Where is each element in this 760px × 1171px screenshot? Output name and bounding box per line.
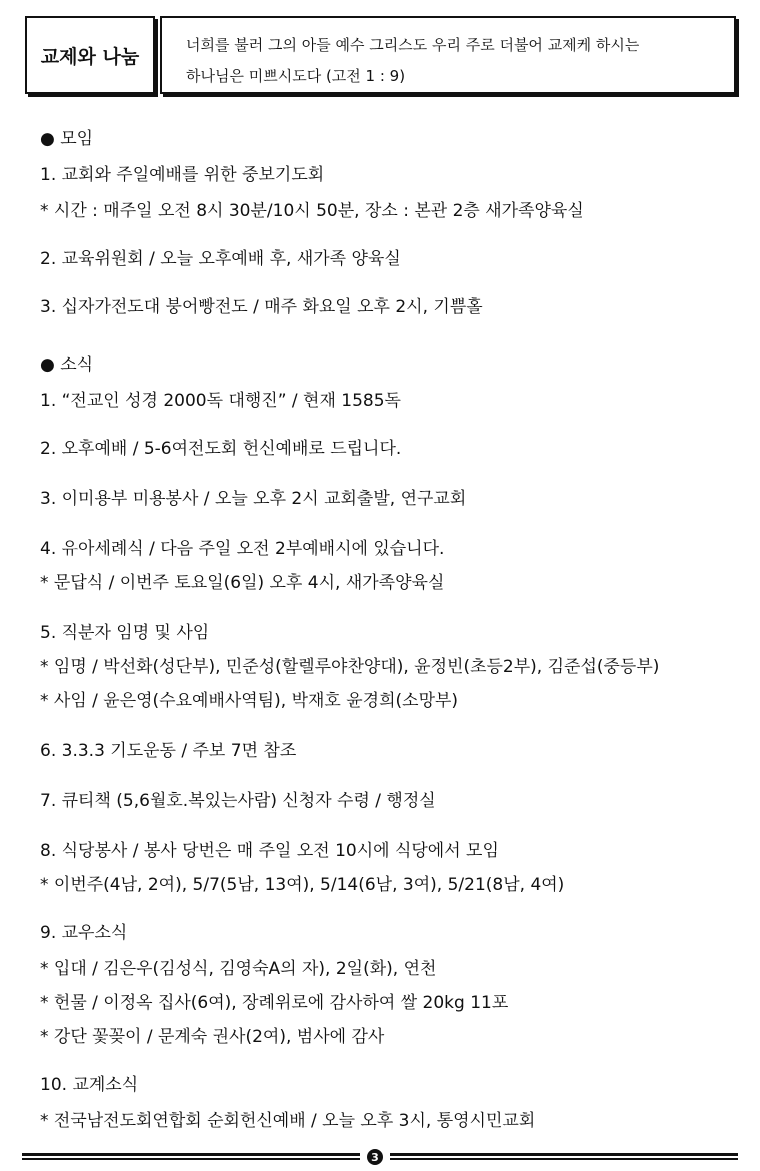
list-item-detail: * 문답식 / 이번주 토요일(6일) 오후 4시, 새가족양육실 xyxy=(40,573,445,593)
list-item-detail: * 임명 / 박선화(성단부), 민준성(할렐루야찬양대), 윤정빈(초등2부), 김준섭(중등부) xyxy=(40,657,660,677)
list-item: 1. “전교인 성경 2000독 대행진” / 현재 1585독 xyxy=(40,391,401,411)
list-item: 6. 3.3.3 기도운동 / 주보 7면 참조 xyxy=(40,741,297,761)
footer-rule-right-thin xyxy=(390,1158,738,1160)
list-item-detail: * 헌물 / 이정옥 집사(6여), 장례위로에 감사하여 쌀 20kg 11포 xyxy=(40,993,509,1013)
list-item-detail: * 입대 / 김은우(김성식, 김영숙A의 자), 2일(화), 연천 xyxy=(40,959,437,979)
list-item: 8. 식당봉사 / 봉사 당번은 매 주일 오전 10시에 식당에서 모임 xyxy=(40,841,499,861)
list-item: 3. 십자가전도대 붕어빵전도 / 매주 화요일 오후 2시, 기쁨홀 xyxy=(40,297,483,317)
list-item-detail: * 시간 : 매주일 오전 8시 30분/10시 50분, 장소 : 본관 2층 새가족양육실 xyxy=(40,201,584,221)
list-item-detail: * 사임 / 윤은영(수요예배사역팀), 박재호 윤경희(소망부) xyxy=(40,691,459,711)
list-item: 3. 이미용부 미용봉사 / 오늘 오후 2시 교회출발, 연구교회 xyxy=(40,489,467,509)
page-number-badge: 3 xyxy=(367,1149,383,1165)
verse-line-2: 하나님은 미쁘시도다 (고전 1 : 9) xyxy=(186,67,406,85)
verse-line-1: 너희를 불러 그의 아들 예수 그리스도 우리 주로 더불어 교제케 하시는 xyxy=(186,36,640,54)
heading-meetings: ● 모임 xyxy=(40,129,94,149)
footer-rule-right xyxy=(390,1153,738,1156)
list-item: 4. 유아세례식 / 다음 주일 오전 2부예배시에 있습니다. xyxy=(40,539,445,559)
list-item: 2. 교육위원회 / 오늘 오후예배 후, 새가족 양육실 xyxy=(40,249,401,269)
list-item: 7. 큐티책 (5,6월호.복있는사람) 신청자 수령 / 행정실 xyxy=(40,791,436,811)
list-item: 2. 오후예배 / 5-6여전도회 헌신예배로 드립니다. xyxy=(40,439,402,459)
list-item: 5. 직분자 임명 및 사임 xyxy=(40,623,210,643)
heading-news: ● 소식 xyxy=(40,355,94,375)
section-title: 교제와 나눔 xyxy=(40,45,140,68)
list-item-detail: * 전국남전도회연합회 순회헌신예배 / 오늘 오후 3시, 통영시민교회 xyxy=(40,1111,536,1131)
list-item: 10. 교계소식 xyxy=(40,1075,139,1095)
footer-rule-left xyxy=(22,1153,360,1156)
footer-rule-left-thin xyxy=(22,1158,360,1160)
list-item-detail: * 강단 꽃꽂이 / 문계숙 권사(2여), 범사에 감사 xyxy=(40,1027,385,1047)
list-item-detail: * 이번주(4남, 2여), 5/7(5남, 13여), 5/14(6남, 3여), 5/21(8남, 4여) xyxy=(40,875,565,895)
list-item: 1. 교회와 주일예배를 위한 중보기도회 xyxy=(40,165,325,185)
page-footer xyxy=(22,1149,738,1165)
list-item: 9. 교우소식 xyxy=(40,923,128,943)
